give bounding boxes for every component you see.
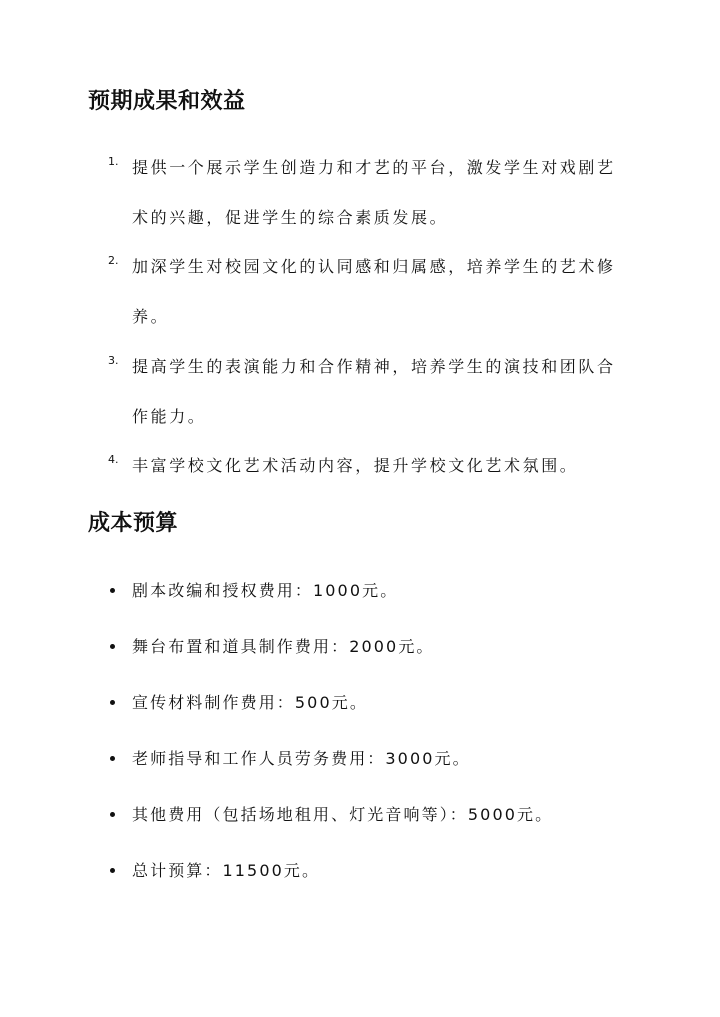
budget-text: 宣传材料制作费用：500元。 [132, 693, 368, 712]
budget-text: 其他费用（包括场地租用、灯光音响等）：5000元。 [132, 805, 554, 824]
benefit-text: 提供一个展示学生创造力和才艺的平台，激发学生对戏剧艺术的兴趣，促进学生的综合素质发展。 [132, 158, 616, 227]
section-heading-budget: 成本预算 [88, 510, 179, 536]
budget-list-item [110, 800, 630, 830]
budget-text: 剧本改编和授权费用：1000元。 [132, 581, 399, 600]
list-number: 2. [108, 254, 119, 267]
bullet-icon [110, 644, 115, 649]
bullet-icon [110, 588, 115, 593]
bullet-icon [110, 700, 115, 705]
budget-list-item [110, 632, 630, 662]
benefit-text: 加深学生对校园文化的认同感和归属感，培养学生的艺术修养。 [132, 257, 616, 326]
budget-list-item [110, 576, 630, 606]
budget-list-item [110, 744, 630, 774]
budget-list-item [110, 688, 630, 718]
bullet-icon [110, 756, 115, 761]
benefit-text: 提高学生的表演能力和合作精神，培养学生的演技和团队合作能力。 [132, 357, 616, 426]
benefit-text: 丰富学校文化艺术活动内容，提升学校文化艺术氛围。 [132, 456, 579, 475]
bullet-icon [110, 868, 115, 873]
budget-text: 老师指导和工作人员劳务费用：3000元。 [132, 749, 471, 768]
list-number: 4. [108, 453, 119, 466]
budget-text: 舞台布置和道具制作费用：2000元。 [132, 637, 435, 656]
budget-total-text: 总计预算：11500元。 [132, 861, 321, 880]
list-number: 1. [108, 155, 119, 168]
section-heading-benefits: 预期成果和效益 [88, 88, 246, 114]
budget-total-item [110, 856, 630, 886]
bullet-icon [110, 812, 115, 817]
list-number: 3. [108, 354, 119, 367]
